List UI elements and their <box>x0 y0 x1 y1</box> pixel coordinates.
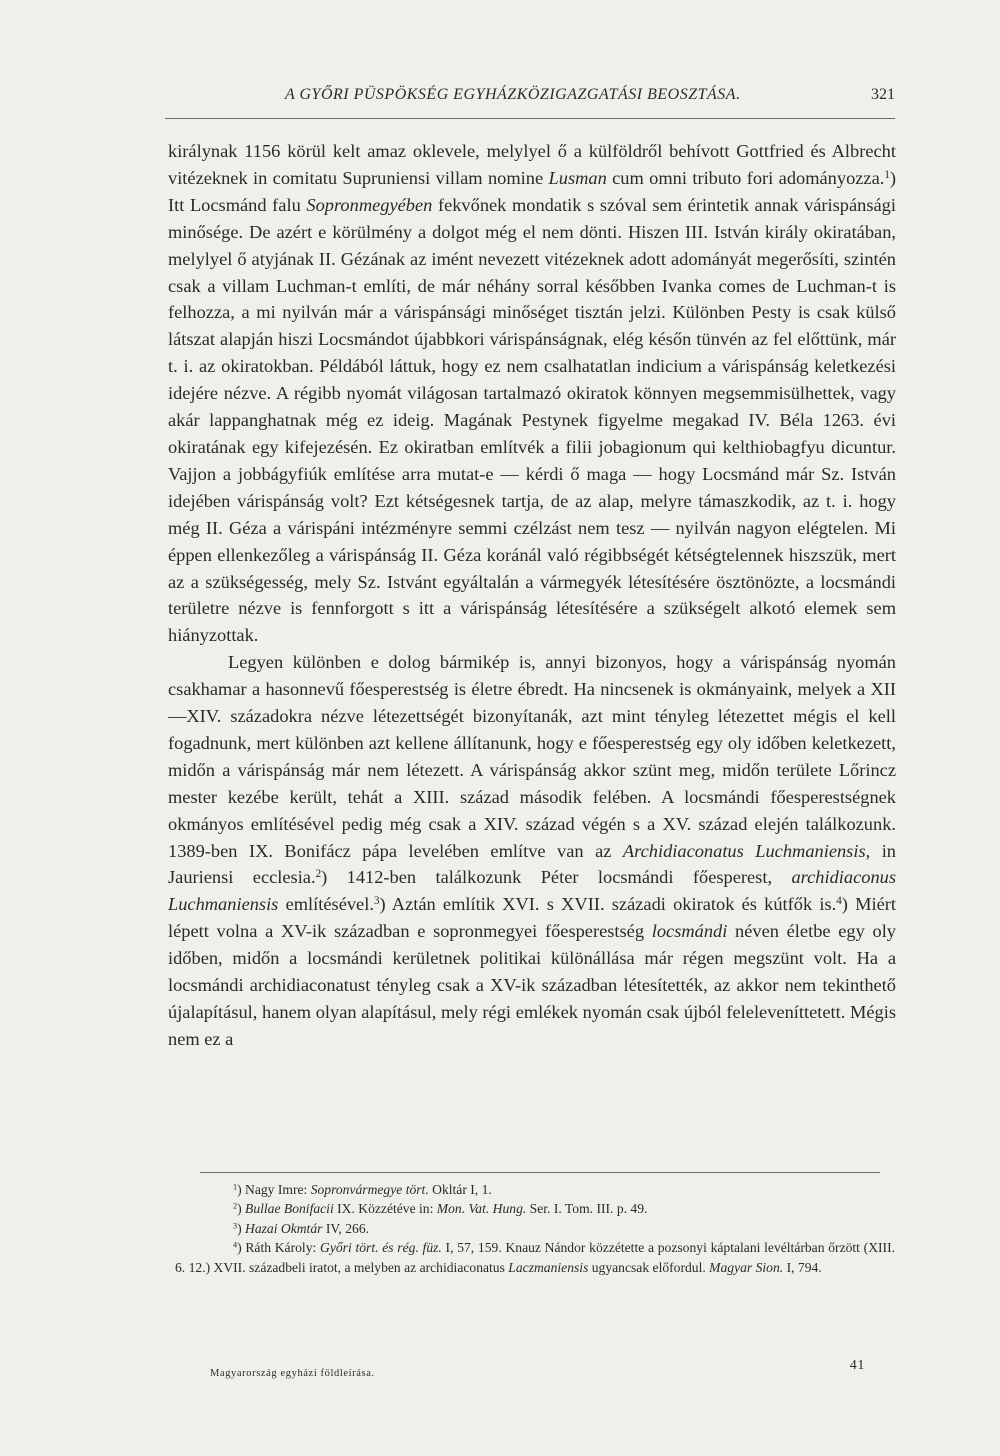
running-header <box>165 86 895 112</box>
footnote: $^1$) Nagy Imre: Sopronvármegye tört. Okltár I, 1. <box>233 1182 492 1197</box>
printer-signature: Magyarország egyházi földleírása. <box>210 1368 375 1379</box>
main-text <box>168 138 896 1053</box>
footnote-ref: 4 <box>836 895 842 908</box>
footnote-ref: 1 <box>884 168 890 181</box>
footnote: $^3$) Hazai Okmtár IV, 266. <box>233 1220 370 1236</box>
paragraph: királynak 1156 körül kelt amaz oklevele, melylyel ő a külföldről behívott Gottfried és Albrecht vitézeknek in comitatu Supruniensi villam nomine Lusman cum omni tributo fori adományozza.$^1$) Itt Locsmánd falu Sopronmegyében fekvőnek mondatik s szóval sem érintetik annak várispánsági minősége. De azért e körülmény a dolgot még el nem dönti. Hiszen III. István király okiratában, melylyel ő atyjának II. Gézának az imént nevezett vitézeknek adott adományát megerősíti, szintén csak a villam Luchman-t említi, de már néhány sorral későbben Ivanka comes de Luchman-t is felhozza, a mi nyilván már a várispánsági minőséget tisztán jelzi. Különben Pesty is csak külső látszat alapján hiszi Locsmándot újabbkori várispánságnak, elég későn tünvén az fel előttünk, már t. i. az okiratokban. Példából láttuk, hogy ez nem csalhatatlan indicium a várispánság keletkezési idejére nézve. A régibb nyomát világosan tartalmazó okiratok könnyen megsemmisülhettek, vagy akár lappanghatnak még ez ideig. Magának Pestynek figyelme megakad IV. Béla 1263. évi okiratának egy kifejezésén. Ez okiratban említvék a filii jobagionum qui kelthiobagfyu dicuntur. Vajjon a jobbágyfiúk említése arra mutat-e — kérdi ő maga — hogy Locsmánd már Sz. István idejében várispánság volt? Ezt kétségesnek tartja, de az alap, melyre támaszkodik, az t. i. hogy még II. Géza a várispáni intézményre semmi czélzást nem tesz — nyilván nagyon elégtelen. Mi éppen ellenkezőleg a várispánság II. Géza koránál való régibbségét kétségtelennek hiszszük, mert az a szükségesség, mely Sz. Istvánt egyáltalán a vármegyék létesítésére ösztönözte, a locsmándi területre nézve is fennforgott s itt a várispánság létesítésére a szükségelt alkotó elemek sem hiányzottak. <box>168 141 896 646</box>
footnote: $^2$) Bullae Bonifacii IX. Közzétéve in: Mon. Vat. Hung. Ser. I. Tom. III. p. 49. <box>233 1201 648 1217</box>
sheet-number: 41 <box>849 1358 865 1373</box>
header-rule <box>165 118 895 119</box>
footnote-rule <box>200 1172 880 1173</box>
footnote: $^4$) Ráth Károly: Győri tört. és rég. füz. I, 57, 159. Knauz Nándor közzétette a pozsonyi káptalani levéltárban őrzött (XIII. 6. 12.) XVII. századbeli iratot, a melyben az archidiaconatus Laczmaniensis ugyancsak előfordul. Magyar Sion. I, 794. <box>175 1240 896 1275</box>
page-number: 321 <box>871 86 895 103</box>
footnote-ref: 3 <box>373 895 380 908</box>
page-footer <box>210 1358 890 1388</box>
footnote-ref: 2 <box>315 868 322 881</box>
footnotes <box>175 1180 895 1277</box>
running-title: A GYŐRI PÜSPÖKSÉG EGYHÁZKÖZIGAZGATÁSI BEOSZTÁSA. <box>285 86 741 103</box>
paragraph: Legyen különben e dolog bármikép is, annyi bizonyos, hogy a várispánság nyomán csakhamar a hasonnevű főesperestség is életre ébredt. Ha nincsenek is okmányaink, melyek a XII—XIV. századokra nézve létezettségét bizonyítanák, azt mint tényleg létezettet mégis el kell fogadnunk, mert különben azt kellene állítanunk, hogy e főesperestség egy oly időben keletkezett, midőn a várispánság már nem létezett. A várispánság akkor szünt meg, midőn területe Lőrincz mester kezébe került, tehát a XIII. század második felében. A locsmándi főesperestségnek okmányos említésével pedig még csak a XIV. század végén s a XV. század elején találkozunk. 1389-ben IX. Bonifácz pápa levelében említve van az Archidiaconatus Luchmaniensis, in Jauriensi ecclesia.$^2$) 1412-ben találkozunk Péter locsmándi főesperest, archidiaconus Luchmaniensis említésével.$^3$) Aztán említik XVI. s XVII. századi okiratok és kútfők is.$^4$) Miért lépett volna a XV-ik században e sopronmegyei főesperestség locsmándi néven életbe egy oly időben, midőn a locsmándi kerületnek politikai különállása már régen megszünt volt. Ha a locsmándi archidiaconatust tényleg csak a XV-ik században létesítették, az akkor nem tekinthető újalapításul, hanem olyan alapításul, mely régi emlékek nyomán csak újból feleleveníttetett. Mégis nem ez a <box>168 652 896 1049</box>
